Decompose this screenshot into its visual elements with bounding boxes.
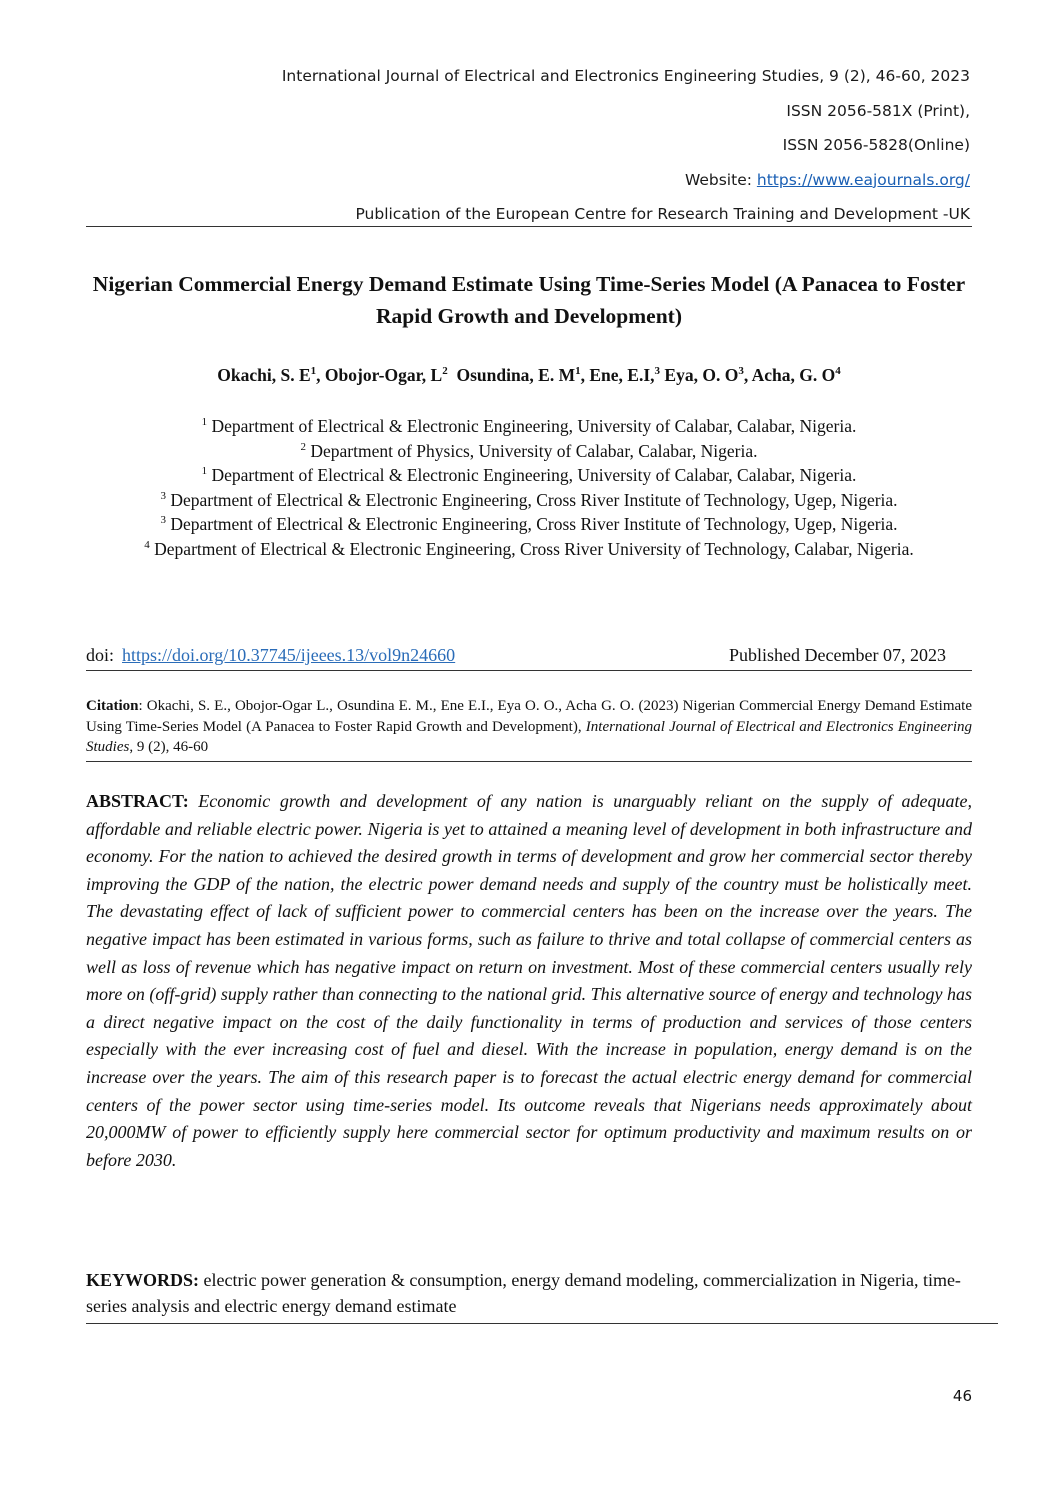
doi-link[interactable]: https://doi.org/10.37745/ijeees.13/vol9n24660 — [122, 645, 456, 665]
doi-label: doi: — [86, 645, 115, 665]
affiliation: $^3$ Department of Electrical & Electronic Engineering, Cross River Institute of Technology, Ugep, Nigeria. — [160, 489, 898, 510]
author: Obojor-Ogar, $L^2$ — [324, 365, 448, 385]
publisher-line: Publication of the European Centre for Research Training and Development -UK — [355, 205, 970, 223]
affiliation: $^4$ Department of Electrical & Electronic Engineering, Cross River University of Technology, Calabar, Nigeria. — [144, 538, 914, 559]
affiliation: $^1$ Department of Electrical & Electronic Engineering, University of Calabar, Calabar, Nigeria. — [201, 465, 857, 485]
header-divider — [86, 226, 972, 227]
doi-divider — [86, 670, 972, 671]
website-line — [70, 166, 970, 201]
abstract-text: Economic growth and development of any nation is unarguably reliant on the supply of adequate, affordable and reliable electric power. Nigeria is yet to attained a meaning level of development in both infrastructure and economy. For the nation to achieved the desired growth in terms of development and grow her commercial sector thereby improving the GDP of the nation, the electric power demand needs and supply of the country must be holistically meet. The devastating effect of lack of sufficient power to commercial centers has been on the increase over the years. The negative impact has been estimated in various forms, such as failure to thrive and total collapse of commercial centers as well as loss of revenue which has negative impact on return on investment. Most of these commercial centers usually rely more on (off-grid) supply rather than connecting to the national grid. This alternative source of energy and technology has a direct negative impact on the cost of the daily functionality in terms of production and services of those centers especially with the ever increasing cost of fuel and diesel. With the increase in population, energy demand is on the increase over the years. The aim of this research paper is to forecast the actual electric energy demand for commercial centers of the power sector using time-series model. Its outcome reveals that Nigerians needs approximately about 20,000MW of power to efficiently supply here commercial sector for optimum productivity and maximum results on or before 2030. — [86, 791, 972, 1170]
citation-label: Citation — [86, 698, 139, 714]
affiliations — [86, 414, 972, 561]
author-list — [86, 362, 972, 388]
author: Osundina, E. $M^1$, — [456, 365, 590, 385]
issn-print: ISSN 2056-581X (Print), — [786, 101, 970, 120]
citation-tail: , 9 (2), 46-60 — [129, 739, 209, 755]
keywords-divider — [86, 1323, 998, 1324]
citation-text: : Okachi, S. E., Obojor-Ogar L., Osundina E. M., Ene E.I., Eya O. O., Acha G. O. (2023) Nigerian Commercial Energy Demand Estimate Using Time-Series Model (A Panacea to Foster Rapid Growth and Development), — [86, 698, 972, 735]
citation-journal: International Journal of Electrical and Electronics Engineering Studies — [86, 718, 972, 755]
doi-line — [86, 643, 946, 667]
website-label: Website: — [684, 170, 757, 189]
issn-online: ISSN 2056-5828(Online) — [782, 136, 970, 154]
published-date: Published December 07, 2023 — [729, 645, 946, 665]
journal-citation-line: International Journal of Electrical and Electronics Engineering Studies, 9 (2), 46-60, 2023 — [281, 67, 970, 85]
citation-divider — [86, 761, 972, 762]
website-link[interactable]: https://www.eajournals.org/ — [756, 170, 970, 189]
affiliation: $^1$ Department of Electrical & Electronic Engineering, University of Calabar, Calabar, Nigeria. — [201, 416, 857, 436]
keywords-text: electric power generation & consumption, energy demand modeling, commercialization in Nigeria, time-series analysis and electric energy demand estimate — [86, 1270, 961, 1316]
affiliation: $^3$ Department of Electrical & Electronic Engineering, Cross River Institute of Technology, Ugep, Nigeria. — [160, 514, 898, 534]
citation-block — [86, 696, 972, 758]
author: Okachi, S. $E^1$, — [217, 365, 325, 385]
abstract-block — [86, 788, 972, 1174]
page-number: 46 — [952, 1387, 972, 1405]
keywords-label: KEYWORDS: — [86, 1270, 200, 1290]
author: Ene, E.I,$^3$ — [589, 365, 661, 385]
abstract-label: ABSTRACT: — [86, 791, 189, 811]
keywords-block — [86, 1267, 972, 1319]
affiliation: $^2$ Department of Physics, University of Calabar, Calabar, Nigeria. — [300, 440, 758, 461]
journal-header — [70, 62, 970, 235]
paper-title: Nigerian Commercial Energy Demand Estimate Using Time-Series Model (A Panacea to Foster Rapid Growth and Development) — [92, 272, 966, 328]
author: Acha, G. $O^4$ — [751, 365, 841, 385]
author: Eya, O. $O^3$, — [664, 365, 752, 385]
